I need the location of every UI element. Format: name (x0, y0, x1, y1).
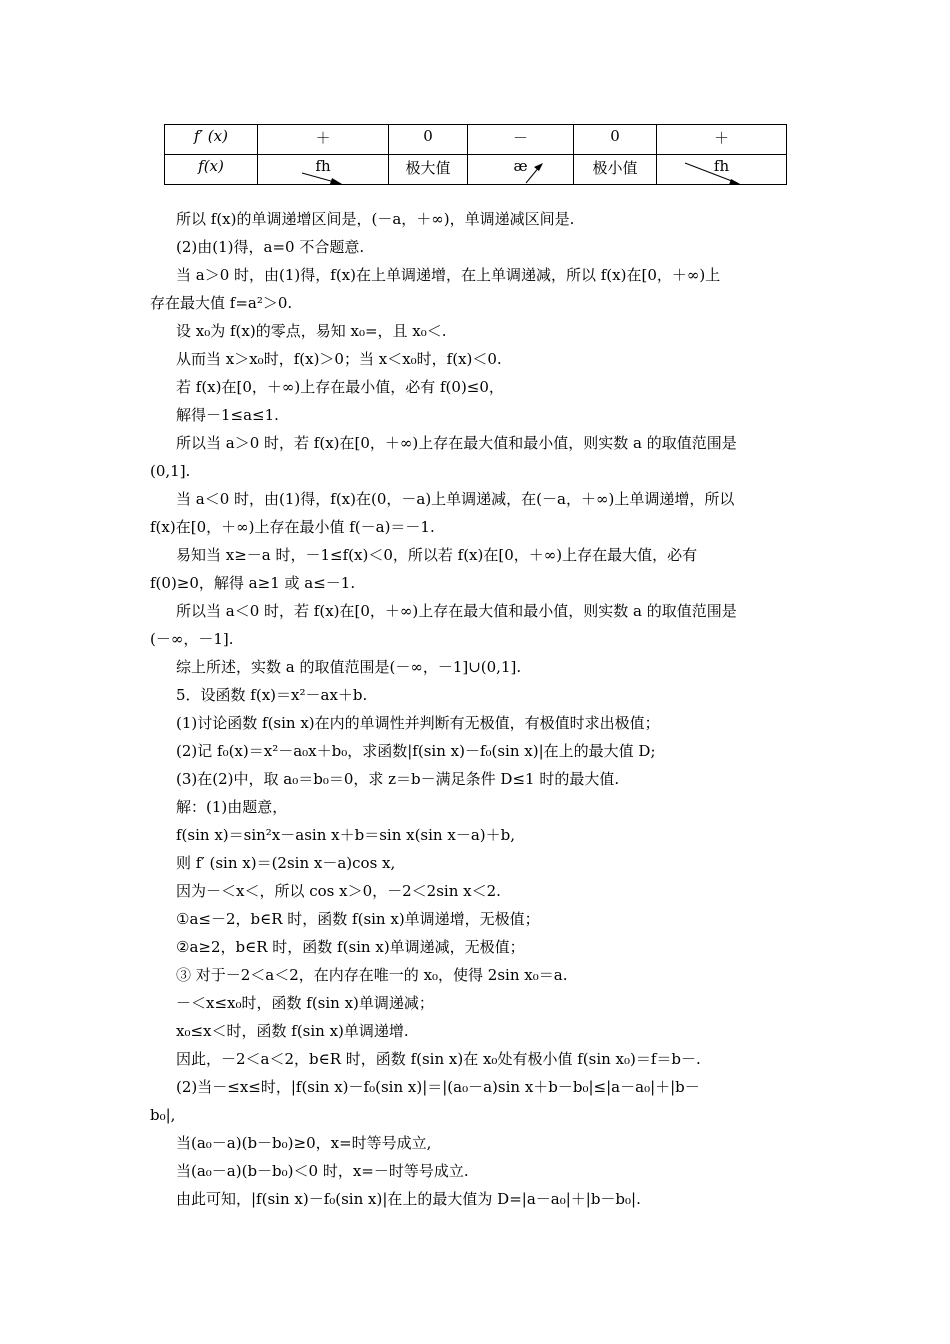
text-line: 所以 f(x)的单调递增区间是，(－a，＋∞)，单调递减区间是. (176, 210, 575, 228)
text-line: (－∞，－1]. (150, 630, 234, 648)
text-line: 从而当 x＞x₀时，f(x)＞0；当 x＜x₀时，f(x)＜0. (176, 350, 502, 368)
cell-min-value: 极小值 (574, 155, 657, 185)
text-line: 当(a₀－a)(b－b₀)＜0 时，x=－时等号成立. (176, 1162, 469, 1180)
text-line: 存在最大值 f=a²＞0. (150, 294, 293, 312)
cell-zero-1: 0 (389, 125, 468, 155)
text-line: (1)讨论函数 f(sin x)在内的单调性并判断有无极值，有极值时求出极值； (176, 714, 660, 732)
text-line: f(0)≥0，解得 a≥1 或 a≤－1. (150, 574, 356, 592)
text-line: 所以当 a＜0 时，若 f(x)在[0，＋∞)上存在最大值和最小值，则实数 a 的取值范围是 (176, 602, 737, 620)
text-line: (2)由(1)得，a=0 不合题意. (176, 238, 365, 256)
text-line: (2)记 f₀(x)＝x²－a₀x＋b₀，求函数|f(sin x)－f₀(sin x)|在上的最大值 D; (176, 742, 656, 760)
cell-sign-2: － (468, 125, 574, 155)
text-line: 则 f′ (sin x)＝(2sin x－a)cos x, (176, 854, 396, 872)
text-line: 所以当 a＞0 时，若 f(x)在[0，＋∞)上存在最大值和最小值，则实数 a 的取值范围是 (176, 434, 737, 452)
cell-trend-2: æ (468, 155, 574, 185)
cell-trend-1: fh (258, 155, 389, 185)
arrow-up-icon (468, 155, 574, 186)
derivative-row (165, 125, 787, 155)
text-line: b₀|, (150, 1106, 176, 1124)
text-line: (2)当－≤x≤时，|f(sin x)－f₀(sin x)|＝|(a₀－a)sin x＋b－b₀|≤|a－a₀|＋|b－ (176, 1078, 700, 1096)
text-line: x₀≤x＜时，函数 f(sin x)单调递增. (176, 1022, 409, 1040)
text-line: (3)在(2)中，取 a₀＝b₀＝0，求 z＝b－满足条件 D≤1 时的最大值. (176, 770, 620, 788)
text-line: 当 a＞0 时，由(1)得，f(x)在上单调递增，在上单调递减，所以 f(x)在[0，＋∞)上 (176, 266, 721, 284)
cell-zero-2: 0 (574, 125, 657, 155)
text-line: ②a≥2，b∈R 时，函数 f(sin x)单调递减，无极值； (176, 938, 525, 956)
text-line: 因此，－2＜a＜2，b∈R 时，函数 f(sin x)在 x₀处有极小值 f(sin x₀)＝f＝b－. (176, 1050, 701, 1068)
function-row (165, 155, 787, 185)
text-line: 综上所述，实数 a 的取值范围是(－∞，－1]∪(0,1]. (176, 658, 522, 676)
text-line: 5．设函数 f(x)＝x²－ax＋b. (176, 686, 368, 704)
cell-sign-3: ＋ (657, 125, 787, 155)
cell-trend-3: fh (657, 155, 787, 185)
text-line: 解得－1≤a≤1. (176, 406, 279, 424)
text-line: 由此可知，|f(sin x)－f₀(sin x)|在上的最大值为 D=|a－a₀|＋|b－b₀|. (176, 1190, 641, 1208)
text-line: f(sin x)＝sin²x－asin x＋b＝sin x(sin x－a)＋b, (176, 826, 515, 844)
text-line: 因为－＜x＜，所以 cos x＞0，－2＜2sin x＜2. (176, 882, 501, 900)
cell-label-derivative: f′ (x) (165, 125, 258, 155)
cell-max-value: 极大值 (389, 155, 468, 185)
text-line: 当(a₀－a)(b－b₀)≥0，x=时等号成立, (176, 1134, 432, 1152)
text-line: ①a≤－2，b∈R 时，函数 f(sin x)单调递增，无极值； (176, 910, 540, 928)
arrow-down-icon (657, 155, 787, 186)
text-line: f(x)在[0，＋∞)上存在最小值 f(－a)＝－1. (150, 518, 435, 536)
text-line: －＜x≤x₀时，函数 f(sin x)单调递减； (176, 994, 434, 1012)
cell-label-function: f(x) (165, 155, 258, 185)
text-line: 若 f(x)在[0，＋∞)上存在最小值，必有 f(0)≤0， (176, 378, 504, 396)
text-line: 解：(1)由题意， (176, 798, 288, 816)
text-line: 设 x₀为 f(x)的零点，易知 x₀=，且 x₀＜. (176, 322, 447, 340)
sign-table (164, 124, 787, 185)
text-line: (0,1]. (150, 462, 191, 480)
text-line: ③ 对于－2＜a＜2，在内存在唯一的 x₀，使得 2sin x₀＝a. (176, 966, 568, 984)
text-line: 易知当 x≥－a 时，－1≤f(x)＜0，所以若 f(x)在[0，＋∞)上存在最大值，必有 (176, 546, 698, 564)
arrow-down-icon (258, 155, 389, 186)
text-line: 当 a＜0 时，由(1)得，f(x)在(0，－a)上单调递减，在(－a，＋∞)上单调递增，所以 (176, 490, 735, 508)
cell-sign-1: ＋ (258, 125, 389, 155)
